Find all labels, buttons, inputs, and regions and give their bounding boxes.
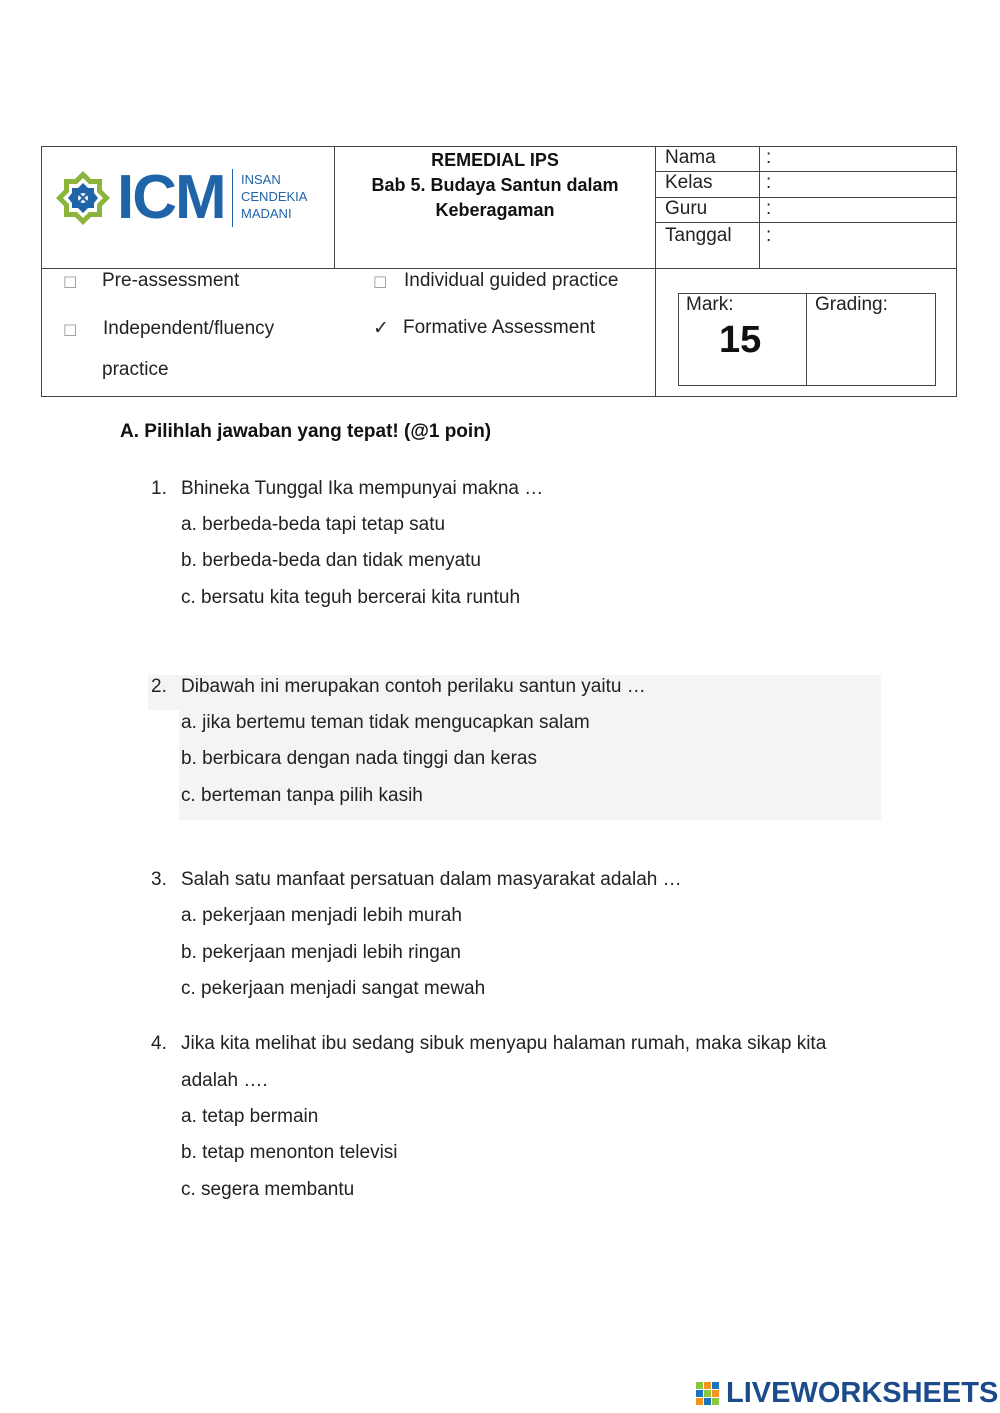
nama-label: Nama [665,147,716,168]
answer-option[interactable]: b. berbicara dengan nada tinggi dan keras [181,748,537,769]
option-independent-practice-line2: practice [102,359,169,380]
logo-subtitle-line: CENDEKIA [241,189,308,204]
brand-text: LIVEWORKSHEETS [726,1377,999,1409]
answer-option[interactable]: c. bersatu kita teguh bercerai kita runtuh [181,587,521,608]
answer-option[interactable]: b. pekerjaan menjadi lebih ringan [181,942,461,963]
answer-option[interactable]: a. berbeda-beda tapi tetap satu [181,514,446,535]
logo-subtitle-line: INSAN [241,172,281,187]
tanggal-field[interactable]: : [766,225,772,246]
answer-option[interactable]: c. berteman tanpa pilih kasih [181,785,423,806]
divider [41,268,957,269]
question-number: 2. [151,676,167,697]
logo-subtitle [241,171,307,222]
mark-label: Mark: [686,294,734,315]
grading-label: Grading: [815,294,888,315]
answer-option[interactable]: a. jika bertemu teman tidak mengucapkan salam [181,712,590,733]
question-number: 4. [151,1033,167,1054]
nama-field[interactable]: : [766,147,772,168]
checkbox-icon[interactable]: ☐ [63,323,78,340]
question-number: 3. [151,869,167,890]
section-title: A. Pilihlah jawaban yang tepat! (@1 poin) [120,421,492,442]
option-individual-guided-practice: Individual guided practice [404,270,619,291]
brand-grid-icon [696,1382,720,1406]
divider [806,293,807,386]
logo-wordmark: ICM [117,163,225,232]
question-text: Jika kita melihat ibu sedang sibuk menyapu halaman rumah, maka sikap kita [181,1033,827,1054]
question-number: 1. [151,478,167,499]
tanggal-label: Tanggal [665,225,732,246]
answer-option[interactable]: b. tetap menonton televisi [181,1142,398,1163]
answer-option[interactable]: b. berbeda-beda dan tidak menyatu [181,550,481,571]
option-independent-practice: Independent/fluency [103,318,275,339]
divider [759,146,760,268]
checkmark-icon[interactable]: ✓ [373,318,389,339]
logo-separator [232,169,233,227]
mark-value: 15 [719,319,762,361]
school-logo [55,163,308,233]
checkbox-icon[interactable]: ☐ [63,275,78,292]
star-emblem-icon [55,166,111,230]
logo-subtitle-line: MADANI [241,206,292,221]
answer-option[interactable]: a. tetap bermain [181,1106,319,1127]
checkbox-icon[interactable]: ☐ [373,275,388,292]
question-text: Dibawah ini merupakan contoh perilaku santun yaitu … [181,676,646,697]
divider [655,146,656,397]
kelas-label: Kelas [665,172,713,193]
kelas-field[interactable]: : [766,172,772,193]
title-line: Keberagaman [435,200,555,220]
guru-label: Guru [665,198,708,219]
title-line: Bab 5. Budaya Santun dalam [371,175,619,195]
title-line: REMEDIAL IPS [431,150,559,170]
guru-field[interactable]: : [766,198,772,219]
question-text: Bhineka Tunggal Ika mempunyai makna … [181,478,544,499]
question-text: Salah satu manfaat persatuan dalam masyarakat adalah … [181,869,682,890]
worksheet-title [335,148,655,223]
option-pre-assessment: Pre-assessment [102,270,240,291]
divider [655,222,957,223]
answer-option[interactable]: a. pekerjaan menjadi lebih murah [181,905,462,926]
answer-option[interactable]: c. segera membantu [181,1179,355,1200]
question-text-line2: adalah …. [181,1070,268,1091]
answer-option[interactable]: c. pekerjaan menjadi sangat mewah [181,978,486,999]
option-formative-assessment: Formative Assessment [403,317,596,338]
